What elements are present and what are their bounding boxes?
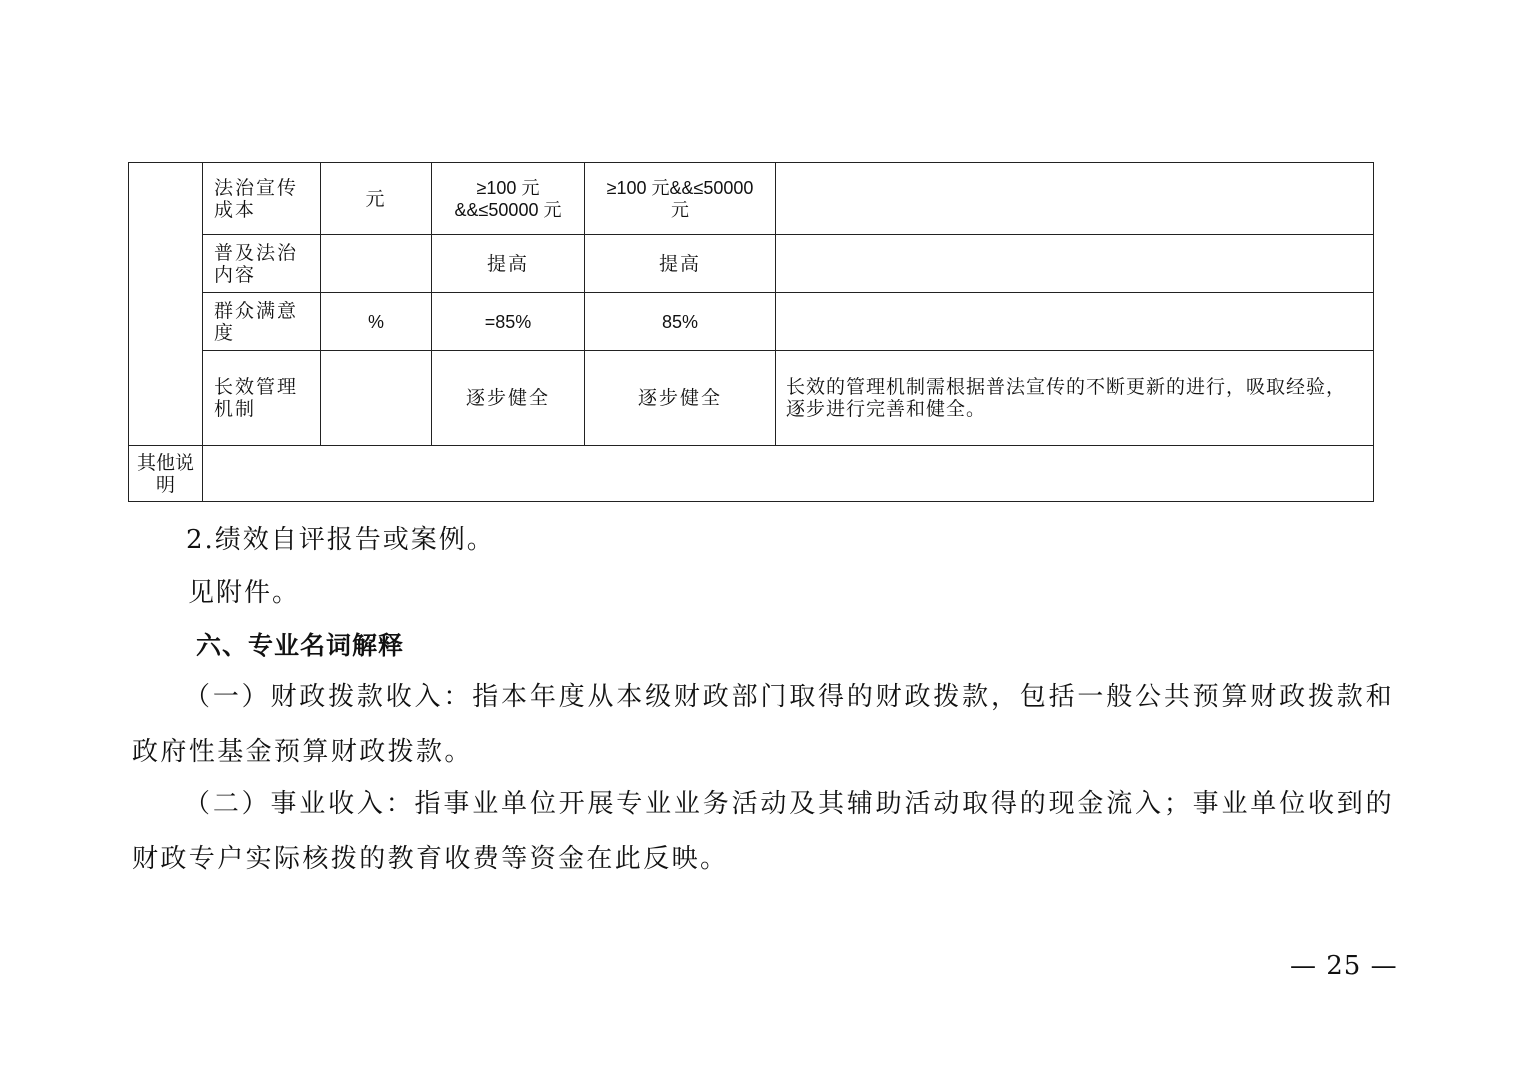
indicator-note — [776, 235, 1374, 293]
indicator-target: ≥100 元&&≤50000 元 — [432, 163, 585, 235]
indicator-actual: 提高 — [585, 235, 776, 293]
definition-paragraph: （一）财政拨款收入：指本年度从本级财政部门取得的财政拨款，包括一般公共预算财政拨款和政府性基金预算财政拨款。 — [132, 682, 1394, 767]
indicator-category-cell — [129, 163, 203, 446]
indicator-name: 长效管理机制 — [203, 351, 321, 446]
indicator-name: 法治宣传成本 — [203, 163, 321, 235]
indicator-name: 群众满意度 — [203, 293, 321, 351]
indicator-unit: 元 — [321, 163, 432, 235]
item-2-text: 2.绩效自评报告或案例。 — [186, 525, 495, 555]
indicator-name: 普及法治内容 — [203, 235, 321, 293]
table-row — [129, 163, 1374, 235]
table-row-other — [129, 446, 1374, 502]
table-row — [129, 293, 1374, 351]
other-notes-label: 其他说明 — [129, 446, 203, 502]
table-row — [129, 351, 1374, 446]
performance-indicator-table — [128, 162, 1374, 502]
indicator-target: =85% — [432, 293, 585, 351]
indicator-actual: 85% — [585, 293, 776, 351]
indicator-actual: ≥100 元&&≤50000 元 — [585, 163, 776, 235]
indicator-target: 逐步健全 — [432, 351, 585, 446]
section-heading: 六、专业名词解释 — [196, 631, 405, 660]
indicator-note: 长效的管理机制需根据普法宣传的不断更新的进行，吸取经验，逐步进行完善和健全。 — [776, 351, 1374, 446]
indicator-note — [776, 293, 1374, 351]
indicator-unit: % — [321, 293, 432, 351]
page-number: — 25 — — [1290, 951, 1398, 981]
indicator-unit — [321, 351, 432, 446]
indicator-unit — [321, 235, 432, 293]
table-row — [129, 235, 1374, 293]
attachment-note: 见附件。 — [188, 578, 301, 608]
definition-paragraph: （二）事业收入：指事业单位开展专业业务活动及其辅助活动取得的现金流入；事业单位收到的财政专户实际核拨的教育收费等资金在此反映。 — [132, 789, 1394, 874]
indicator-target: 提高 — [432, 235, 585, 293]
indicator-note — [776, 163, 1374, 235]
other-notes-value — [203, 446, 1374, 502]
indicator-actual: 逐步健全 — [585, 351, 776, 446]
